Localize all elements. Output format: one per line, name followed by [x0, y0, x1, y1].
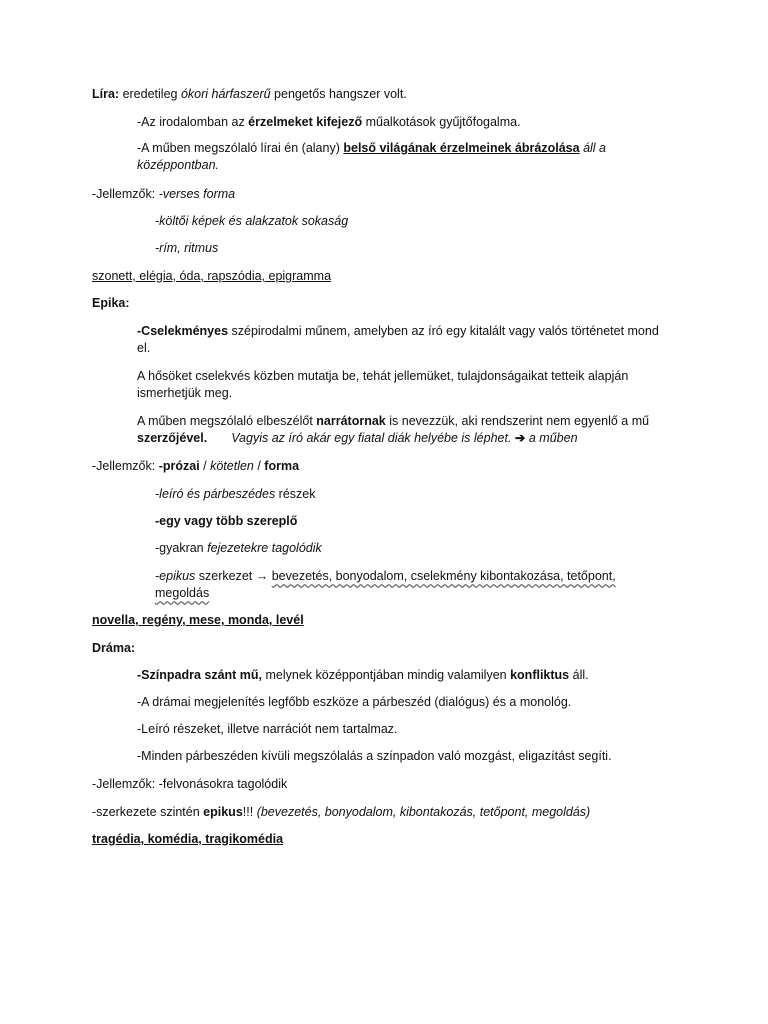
drama-types: tragédia, komédia, tragikomédia — [92, 832, 284, 846]
epika-feature-5-cont: megoldás — [155, 586, 210, 600]
drama-heading: Dráma: — [92, 641, 136, 655]
epika-types: novella, regény, mese, monda, levél — [92, 613, 304, 627]
lira-feature-3: -rím, ritmus — [155, 241, 219, 255]
lira-feature-2: -költői képek és alakzatok sokaság — [155, 214, 349, 228]
drama-features: -Jellemzők: -felvonásokra tagolódik — [92, 777, 288, 791]
lira-features: -Jellemzők: -verses forma — [92, 187, 236, 201]
drama-structure: -szerkezete szintén epikus!!! (bevezetés, bonyodalom, kibontakozás, tetőpont, megoldás) — [92, 805, 591, 819]
arrow-right-icon: ➔ — [514, 431, 526, 445]
drama-paragraph-1: -Színpadra szánt mű, melynek középpontjában mindig valamilyen konfliktus áll. — [137, 668, 589, 682]
drama-paragraph-2: -A drámai megjelenítés legfőbb eszköze a párbeszéd (dialógus) és a monológ. — [137, 695, 572, 709]
arrow-right-icon: → — [255, 569, 269, 583]
epika-paragraph-2-cont: ismerhetjük meg. — [137, 386, 233, 400]
epika-feature-5: -epikus szerkezet → bevezetés, bonyodalom, cselekmény kibontakozása, tetőpont, — [155, 569, 616, 583]
drama-paragraph-4: -Minden párbeszéden kívüli megszólalás a színpadon való mozgást, eligazítást segíti. — [137, 749, 612, 763]
epika-paragraph-3: A műben megszólaló elbeszélőt narrátornak is nevezzük, aki rendszerint nem egyenlő a mű — [137, 414, 650, 428]
lira-paragraph-2: -A műben megszólaló lírai én (alany) belső világának érzelmeinek ábrázolása áll a — [137, 141, 606, 155]
lira-heading: Líra: — [92, 87, 120, 101]
epika-paragraph-1: -Cselekményes szépirodalmi műnem, amelyben az író egy kitalált vagy valós történetet mond — [137, 324, 659, 338]
epika-feature-2: -leíró és párbeszédes részek — [155, 487, 316, 501]
epika-feature-3: -egy vagy több szereplő — [155, 514, 298, 528]
lira-paragraph-2-cont: középpontban. — [137, 158, 220, 172]
epika-feature-4: -gyakran fejezetekre tagolódik — [155, 541, 322, 555]
epika-paragraph-2: A hősöket cselekvés közben mutatja be, tehát jellemüket, tulajdonságaikat tetteik alapján — [137, 369, 629, 383]
epika-paragraph-1-cont: el. — [137, 341, 151, 355]
epika-paragraph-3-cont: szerzőjével. Vagyis az író akár egy fiatal diák helyébe is léphet. ➔ a műben — [137, 431, 578, 445]
epika-heading: Epika: — [92, 296, 130, 310]
lira-types: szonett, elégia, óda, rapszódia, epigramma — [92, 269, 332, 283]
drama-paragraph-3: -Leíró részeket, illetve narrációt nem tartalmaz. — [137, 722, 398, 736]
epika-features: -Jellemzők: -prózai / kötetlen / forma — [92, 459, 300, 473]
lira-paragraph-1: -Az irodalomban az érzelmeket kifejező műalkotások gyűjtőfogalma. — [137, 115, 521, 129]
lira-definition: Líra: eredetileg ókori hárfaszerű pengetős hangszer volt. — [92, 87, 407, 101]
